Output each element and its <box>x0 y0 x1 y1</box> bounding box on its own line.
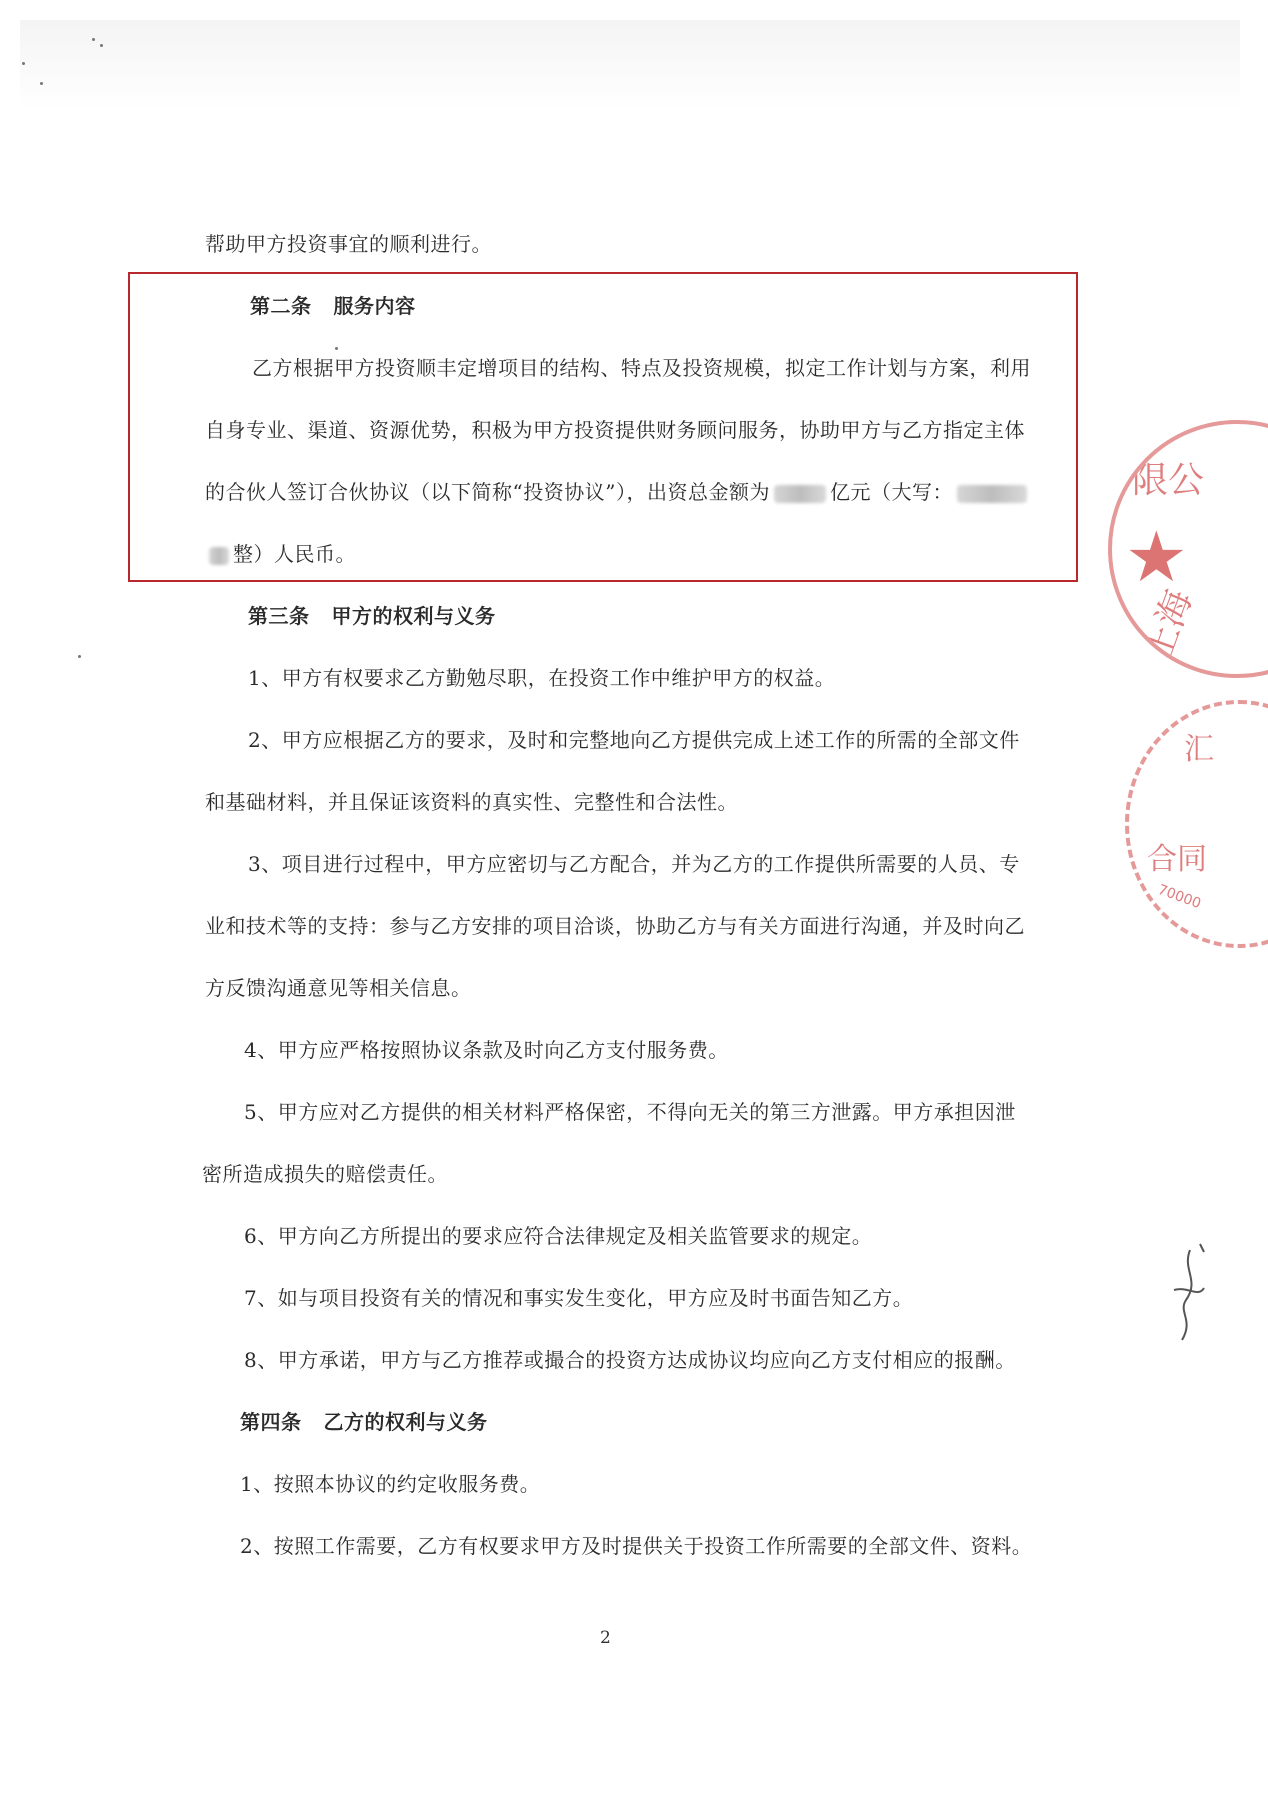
seal-text-top: 限公 <box>1132 460 1205 501</box>
article3-item: 1、甲方有权要求乙方勤勉尽职，在投资工作中维护甲方的权益。 <box>248 666 836 690</box>
article2-line-3 <box>205 472 1035 512</box>
article3-item: 方反馈沟通意见等相关信息。 <box>205 976 472 1000</box>
scan-speck <box>22 62 25 65</box>
article2-line-3a: 的合伙人签订合伙协议（以下简称“投资协议”），出资总金额为 <box>205 480 770 504</box>
article3-item: 和基础材料，并且保证该资料的真实性、完整性和合法性。 <box>205 790 738 814</box>
article3-item: 2、甲方应根据乙方的要求，及时和完整地向乙方提供完成上述工作的所需的全部文件 <box>248 728 1020 752</box>
contract-seal-text-mid: 合同 <box>1147 842 1207 877</box>
scan-noise <box>20 20 1240 110</box>
scan-speck <box>92 38 95 41</box>
article3-item: 3、项目进行过程中，甲方应密切与乙方配合，并为乙方的工作提供所需要的人员、专 <box>248 852 1020 876</box>
article3-item: 6、甲方向乙方所提出的要求应符合法律规定及相关监管要求的规定。 <box>244 1224 873 1248</box>
signature-mark <box>1160 1240 1220 1350</box>
article4-item: 1、按照本协议的约定收服务费。 <box>240 1472 541 1496</box>
page-number: 2 <box>600 1628 611 1648</box>
article3-item: 密所造成损失的赔偿责任。 <box>202 1162 448 1186</box>
article2-line-4 <box>205 534 1035 574</box>
seal-text-bottom: 上海 <box>1137 584 1201 667</box>
seal-star-icon: ★ <box>1125 516 1188 598</box>
scan-speck <box>40 82 43 85</box>
contract-seal-code: 70000 <box>1155 881 1203 913</box>
scan-speck <box>78 655 81 658</box>
article4-number: 第四条 <box>240 1410 302 1434</box>
redacted-amount-words-end <box>209 547 229 565</box>
article2-line-2: 自身专业、渠道、资源优势，积极为甲方投资提供财务顾问服务，协助甲方与乙方指定主体 <box>205 418 1025 442</box>
article3-title: 甲方的权利与义务 <box>331 604 496 628</box>
redacted-amount <box>774 485 826 503</box>
article3-item: 业和技术等的支持：参与乙方安排的项目洽谈，协助乙方与有关方面进行沟通，并及时向乙 <box>205 914 1025 938</box>
article2-line-4b: 整）人民币。 <box>233 542 356 566</box>
article2-heading <box>250 286 1080 326</box>
article3-number: 第三条 <box>248 604 310 628</box>
article4-item: 2、按照工作需要，乙方有权要求甲方及时提供关于投资工作所需要的全部文件、资料。 <box>240 1534 1033 1558</box>
article3-item: 8、甲方承诺，甲方与乙方推荐或撮合的投资方达成协议均应向乙方支付相应的报酬。 <box>244 1348 1016 1372</box>
article3-item: 5、甲方应对乙方提供的相关材料严格保密，不得向无关的第三方泄露。甲方承担因泄 <box>244 1100 1016 1124</box>
article3-item: 4、甲方应严格按照协议条款及时向乙方支付服务费。 <box>244 1038 729 1062</box>
intro-line: 帮助甲方投资事宜的顺利进行。 <box>205 232 492 256</box>
article2-number: 第二条 <box>250 294 312 318</box>
article2-title: 服务内容 <box>333 294 416 318</box>
redacted-amount-words <box>957 485 1027 503</box>
article2-line-1: 乙方根据甲方投资顺丰定增项目的结构、特点及投资规模，拟定工作计划与方案，利用 <box>252 356 1031 380</box>
article3-heading <box>248 596 1078 636</box>
contract-seal <box>1125 700 1268 948</box>
scan-speck <box>100 44 103 47</box>
article2-line-3b: 亿元（大写： <box>829 480 953 504</box>
article3-item: 7、如与项目投资有关的情况和事实发生变化，甲方应及时书面告知乙方。 <box>244 1286 914 1310</box>
contract-seal-text-top: 汇 <box>1184 732 1214 767</box>
article4-title: 乙方的权利与义务 <box>323 1410 488 1434</box>
article4-heading <box>240 1402 1070 1442</box>
